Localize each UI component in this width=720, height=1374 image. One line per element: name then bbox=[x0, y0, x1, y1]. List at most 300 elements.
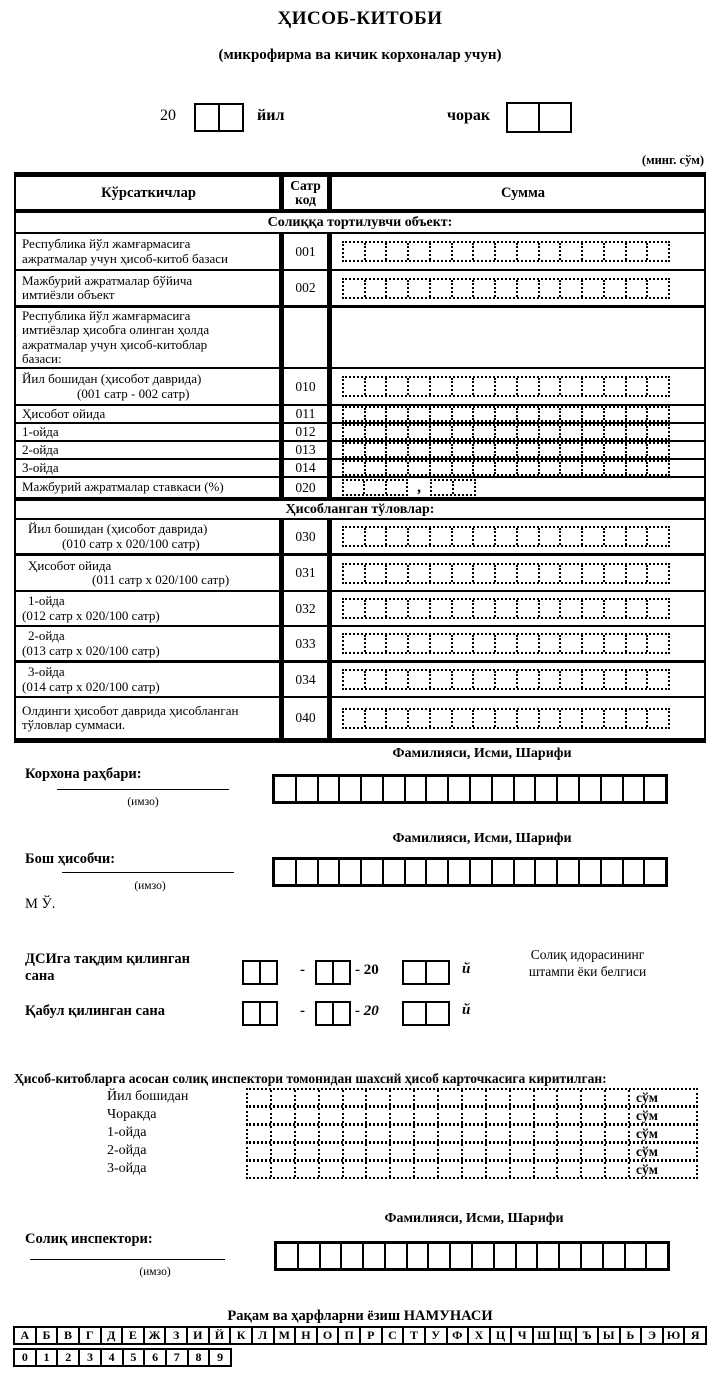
grid-cell[interactable] bbox=[582, 1126, 606, 1141]
grid-cell[interactable] bbox=[391, 1126, 415, 1141]
grid-cell[interactable] bbox=[463, 1126, 487, 1141]
grid-cell[interactable] bbox=[518, 600, 540, 617]
grid-cell[interactable] bbox=[582, 1144, 606, 1159]
grid-cell[interactable] bbox=[508, 104, 540, 131]
grid-cell[interactable] bbox=[415, 1144, 439, 1159]
grid-cell[interactable] bbox=[535, 1090, 559, 1105]
grid-cell[interactable] bbox=[540, 426, 562, 438]
grid-cell[interactable] bbox=[583, 426, 605, 438]
grid-cell[interactable] bbox=[518, 565, 540, 582]
grid-cell[interactable] bbox=[463, 1108, 487, 1123]
grid-cell[interactable] bbox=[648, 426, 668, 438]
grid-cell[interactable] bbox=[471, 777, 493, 801]
grid-cell[interactable] bbox=[558, 777, 580, 801]
date-month-box[interactable] bbox=[315, 960, 351, 985]
grid-cell[interactable] bbox=[605, 710, 627, 727]
director-fio-grid[interactable] bbox=[272, 774, 668, 804]
date-month-box[interactable] bbox=[315, 1001, 351, 1026]
grid-cell[interactable] bbox=[605, 444, 627, 456]
grid-cell[interactable] bbox=[344, 481, 365, 494]
percent-fraction-box[interactable] bbox=[430, 479, 476, 496]
grid-cell[interactable] bbox=[297, 777, 319, 801]
grid-cell[interactable] bbox=[511, 1090, 535, 1105]
grid-cell[interactable] bbox=[648, 671, 668, 688]
grid-cell[interactable] bbox=[453, 635, 475, 652]
grid-cell[interactable] bbox=[404, 1003, 427, 1024]
grid-cell[interactable] bbox=[261, 1003, 276, 1024]
grid-cell[interactable] bbox=[344, 1162, 368, 1177]
grid-cell[interactable] bbox=[299, 1244, 321, 1268]
grid-cell[interactable] bbox=[344, 671, 366, 688]
grid-cell[interactable] bbox=[453, 462, 475, 474]
grid-cell[interactable] bbox=[496, 635, 518, 652]
grid-cell[interactable] bbox=[391, 1162, 415, 1177]
grid-cell[interactable] bbox=[244, 1003, 261, 1024]
grid-cell[interactable] bbox=[496, 408, 518, 420]
grid-cell[interactable] bbox=[540, 280, 562, 297]
grid-cell[interactable] bbox=[496, 444, 518, 456]
sum-entry-box[interactable] bbox=[342, 424, 670, 440]
card-amount-cells[interactable] bbox=[248, 1126, 630, 1141]
grid-cell[interactable] bbox=[627, 600, 649, 617]
grid-cell[interactable] bbox=[366, 444, 388, 456]
grid-cell[interactable] bbox=[409, 710, 431, 727]
sum-entry-box[interactable] bbox=[342, 241, 670, 262]
grid-cell[interactable] bbox=[583, 600, 605, 617]
grid-cell[interactable] bbox=[453, 671, 475, 688]
grid-cell[interactable] bbox=[366, 710, 388, 727]
grid-cell[interactable] bbox=[453, 280, 475, 297]
grid-cell[interactable] bbox=[409, 600, 431, 617]
grid-cell[interactable] bbox=[344, 408, 366, 420]
grid-cell[interactable] bbox=[366, 600, 388, 617]
sum-entry-box[interactable] bbox=[342, 406, 670, 422]
grid-cell[interactable] bbox=[474, 671, 496, 688]
grid-cell[interactable] bbox=[605, 671, 627, 688]
grid-cell[interactable] bbox=[427, 1003, 448, 1024]
grid-cell[interactable] bbox=[344, 462, 366, 474]
grid-cell[interactable] bbox=[391, 1108, 415, 1123]
grid-cell[interactable] bbox=[487, 1144, 511, 1159]
grid-cell[interactable] bbox=[495, 1244, 517, 1268]
grid-cell[interactable] bbox=[320, 1108, 344, 1123]
grid-cell[interactable] bbox=[605, 462, 627, 474]
grid-cell[interactable] bbox=[296, 1144, 320, 1159]
grid-cell[interactable] bbox=[511, 1126, 535, 1141]
grid-cell[interactable] bbox=[538, 1244, 560, 1268]
grid-cell[interactable] bbox=[344, 528, 366, 545]
grid-cell[interactable] bbox=[297, 860, 319, 884]
grid-cell[interactable] bbox=[535, 1144, 559, 1159]
sum-entry-box[interactable] bbox=[342, 669, 670, 690]
grid-cell[interactable] bbox=[582, 1162, 606, 1177]
grid-cell[interactable] bbox=[626, 1244, 648, 1268]
grid-cell[interactable] bbox=[561, 426, 583, 438]
grid-cell[interactable] bbox=[648, 528, 668, 545]
grid-cell[interactable] bbox=[366, 243, 388, 260]
grid-cell[interactable] bbox=[431, 710, 453, 727]
quarter-input-box[interactable] bbox=[506, 102, 572, 133]
grid-cell[interactable] bbox=[561, 378, 583, 395]
grid-cell[interactable] bbox=[387, 635, 409, 652]
grid-cell[interactable] bbox=[540, 671, 562, 688]
grid-cell[interactable] bbox=[474, 600, 496, 617]
grid-cell[interactable] bbox=[518, 444, 540, 456]
grid-cell[interactable] bbox=[344, 444, 366, 456]
grid-cell[interactable] bbox=[366, 635, 388, 652]
grid-cell[interactable] bbox=[561, 408, 583, 420]
grid-cell[interactable] bbox=[648, 408, 668, 420]
grid-cell[interactable] bbox=[319, 860, 341, 884]
grid-cell[interactable] bbox=[453, 378, 475, 395]
grid-cell[interactable] bbox=[474, 444, 496, 456]
grid-cell[interactable] bbox=[624, 860, 646, 884]
grid-cell[interactable] bbox=[296, 1108, 320, 1123]
grid-cell[interactable] bbox=[645, 860, 665, 884]
grid-cell[interactable] bbox=[409, 243, 431, 260]
grid-cell[interactable] bbox=[342, 1244, 364, 1268]
grid-cell[interactable] bbox=[367, 1090, 391, 1105]
grid-cell[interactable] bbox=[518, 426, 540, 438]
grid-cell[interactable] bbox=[453, 600, 475, 617]
grid-cell[interactable] bbox=[474, 426, 496, 438]
grid-cell[interactable] bbox=[409, 528, 431, 545]
grid-cell[interactable] bbox=[244, 962, 261, 983]
grid-cell[interactable] bbox=[518, 378, 540, 395]
grid-cell[interactable] bbox=[535, 1108, 559, 1123]
grid-cell[interactable] bbox=[409, 462, 431, 474]
grid-cell[interactable] bbox=[606, 1162, 630, 1177]
grid-cell[interactable] bbox=[474, 462, 496, 474]
grid-cell[interactable] bbox=[409, 444, 431, 456]
grid-cell[interactable] bbox=[540, 444, 562, 456]
grid-cell[interactable] bbox=[582, 1090, 606, 1105]
grid-cell[interactable] bbox=[453, 444, 475, 456]
grid-cell[interactable] bbox=[540, 635, 562, 652]
grid-cell[interactable] bbox=[496, 565, 518, 582]
grid-cell[interactable] bbox=[560, 1244, 582, 1268]
grid-cell[interactable] bbox=[487, 1090, 511, 1105]
grid-cell[interactable] bbox=[561, 444, 583, 456]
director-signature-line[interactable] bbox=[57, 788, 229, 790]
grid-cell[interactable] bbox=[453, 243, 475, 260]
grid-cell[interactable] bbox=[431, 600, 453, 617]
grid-cell[interactable] bbox=[431, 528, 453, 545]
grid-cell[interactable] bbox=[366, 378, 388, 395]
grid-cell[interactable] bbox=[474, 635, 496, 652]
grid-cell[interactable] bbox=[518, 528, 540, 545]
grid-cell[interactable] bbox=[384, 860, 406, 884]
grid-cell[interactable] bbox=[474, 378, 496, 395]
grid-cell[interactable] bbox=[648, 243, 668, 260]
percent-integer-box[interactable] bbox=[342, 479, 408, 496]
grid-cell[interactable] bbox=[496, 243, 518, 260]
date-year-box[interactable] bbox=[402, 1001, 450, 1026]
grid-cell[interactable] bbox=[344, 565, 366, 582]
grid-cell[interactable] bbox=[605, 528, 627, 545]
grid-cell[interactable] bbox=[261, 962, 276, 983]
grid-cell[interactable] bbox=[627, 528, 649, 545]
grid-cell[interactable] bbox=[518, 671, 540, 688]
grid-cell[interactable] bbox=[387, 444, 409, 456]
grid-cell[interactable] bbox=[248, 1090, 272, 1105]
grid-cell[interactable] bbox=[558, 1144, 582, 1159]
grid-cell[interactable] bbox=[583, 444, 605, 456]
grid-cell[interactable] bbox=[648, 378, 668, 395]
grid-cell[interactable] bbox=[431, 378, 453, 395]
grid-cell[interactable] bbox=[387, 462, 409, 474]
grid-cell[interactable] bbox=[627, 635, 649, 652]
grid-cell[interactable] bbox=[431, 635, 453, 652]
grid-cell[interactable] bbox=[627, 426, 649, 438]
grid-cell[interactable] bbox=[453, 426, 475, 438]
grid-cell[interactable] bbox=[344, 710, 366, 727]
grid-cell[interactable] bbox=[453, 408, 475, 420]
grid-cell[interactable] bbox=[463, 1144, 487, 1159]
grid-cell[interactable] bbox=[583, 528, 605, 545]
grid-cell[interactable] bbox=[583, 462, 605, 474]
sum-entry-box[interactable] bbox=[342, 563, 670, 584]
grid-cell[interactable] bbox=[406, 777, 428, 801]
accountant-fio-grid[interactable] bbox=[272, 857, 668, 887]
grid-cell[interactable] bbox=[648, 600, 668, 617]
grid-cell[interactable] bbox=[558, 1162, 582, 1177]
grid-cell[interactable] bbox=[387, 600, 409, 617]
grid-cell[interactable] bbox=[431, 671, 453, 688]
grid-cell[interactable] bbox=[474, 280, 496, 297]
grid-cell[interactable] bbox=[648, 565, 668, 582]
grid-cell[interactable] bbox=[344, 378, 366, 395]
grid-cell[interactable] bbox=[561, 528, 583, 545]
grid-cell[interactable] bbox=[340, 777, 362, 801]
grid-cell[interactable] bbox=[535, 1162, 559, 1177]
sum-entry-box[interactable] bbox=[342, 278, 670, 299]
grid-cell[interactable] bbox=[648, 444, 668, 456]
grid-cell[interactable] bbox=[366, 280, 388, 297]
grid-cell[interactable] bbox=[387, 528, 409, 545]
grid-cell[interactable] bbox=[540, 565, 562, 582]
grid-cell[interactable] bbox=[415, 1108, 439, 1123]
grid-cell[interactable] bbox=[409, 280, 431, 297]
grid-cell[interactable] bbox=[517, 1244, 539, 1268]
grid-cell[interactable] bbox=[431, 462, 453, 474]
grid-cell[interactable] bbox=[453, 565, 475, 582]
grid-cell[interactable] bbox=[605, 565, 627, 582]
grid-cell[interactable] bbox=[561, 243, 583, 260]
grid-cell[interactable] bbox=[449, 777, 471, 801]
grid-cell[interactable] bbox=[496, 462, 518, 474]
grid-cell[interactable] bbox=[367, 1162, 391, 1177]
grid-cell[interactable] bbox=[583, 635, 605, 652]
grid-cell[interactable] bbox=[272, 1108, 296, 1123]
grid-cell[interactable] bbox=[474, 243, 496, 260]
grid-cell[interactable] bbox=[561, 280, 583, 297]
grid-cell[interactable] bbox=[627, 408, 649, 420]
grid-cell[interactable] bbox=[409, 635, 431, 652]
grid-cell[interactable] bbox=[606, 1144, 630, 1159]
grid-cell[interactable] bbox=[558, 1126, 582, 1141]
grid-cell[interactable] bbox=[275, 777, 297, 801]
grid-cell[interactable] bbox=[367, 1126, 391, 1141]
grid-cell[interactable] bbox=[540, 243, 562, 260]
grid-cell[interactable] bbox=[540, 104, 570, 131]
grid-cell[interactable] bbox=[540, 378, 562, 395]
grid-cell[interactable] bbox=[540, 710, 562, 727]
grid-cell[interactable] bbox=[561, 565, 583, 582]
date-day-box[interactable] bbox=[242, 960, 278, 985]
grid-cell[interactable] bbox=[409, 408, 431, 420]
grid-cell[interactable] bbox=[415, 1090, 439, 1105]
grid-cell[interactable] bbox=[561, 671, 583, 688]
grid-cell[interactable] bbox=[431, 444, 453, 456]
grid-cell[interactable] bbox=[439, 1108, 463, 1123]
grid-cell[interactable] bbox=[474, 408, 496, 420]
grid-cell[interactable] bbox=[582, 1108, 606, 1123]
grid-cell[interactable] bbox=[365, 481, 386, 494]
grid-cell[interactable] bbox=[220, 105, 242, 130]
grid-cell[interactable] bbox=[344, 280, 366, 297]
grid-cell[interactable] bbox=[427, 860, 449, 884]
grid-cell[interactable] bbox=[511, 1162, 535, 1177]
grid-cell[interactable] bbox=[248, 1144, 272, 1159]
grid-cell[interactable] bbox=[366, 462, 388, 474]
grid-cell[interactable] bbox=[387, 710, 409, 727]
grid-cell[interactable] bbox=[334, 1003, 349, 1024]
grid-cell[interactable] bbox=[296, 1090, 320, 1105]
grid-cell[interactable] bbox=[248, 1162, 272, 1177]
grid-cell[interactable] bbox=[362, 860, 384, 884]
grid-cell[interactable] bbox=[496, 426, 518, 438]
grid-cell[interactable] bbox=[580, 860, 602, 884]
grid-cell[interactable] bbox=[439, 1144, 463, 1159]
grid-cell[interactable] bbox=[605, 600, 627, 617]
grid-cell[interactable] bbox=[415, 1162, 439, 1177]
grid-cell[interactable] bbox=[248, 1126, 272, 1141]
grid-cell[interactable] bbox=[605, 635, 627, 652]
grid-cell[interactable] bbox=[277, 1244, 299, 1268]
grid-cell[interactable] bbox=[605, 243, 627, 260]
grid-cell[interactable] bbox=[583, 565, 605, 582]
grid-cell[interactable] bbox=[272, 1144, 296, 1159]
card-amount-cells[interactable] bbox=[248, 1108, 630, 1123]
grid-cell[interactable] bbox=[427, 962, 448, 983]
grid-cell[interactable] bbox=[272, 1090, 296, 1105]
grid-cell[interactable] bbox=[487, 1126, 511, 1141]
grid-cell[interactable] bbox=[518, 408, 540, 420]
grid-cell[interactable] bbox=[518, 635, 540, 652]
grid-cell[interactable] bbox=[387, 671, 409, 688]
grid-cell[interactable] bbox=[384, 777, 406, 801]
grid-cell[interactable] bbox=[463, 1162, 487, 1177]
grid-cell[interactable] bbox=[583, 243, 605, 260]
grid-cell[interactable] bbox=[387, 426, 409, 438]
grid-cell[interactable] bbox=[496, 671, 518, 688]
grid-cell[interactable] bbox=[515, 860, 537, 884]
grid-cell[interactable] bbox=[431, 408, 453, 420]
grid-cell[interactable] bbox=[406, 860, 428, 884]
grid-cell[interactable] bbox=[317, 1003, 334, 1024]
grid-cell[interactable] bbox=[518, 710, 540, 727]
grid-cell[interactable] bbox=[404, 962, 427, 983]
sum-entry-box[interactable] bbox=[342, 598, 670, 619]
grid-cell[interactable] bbox=[518, 462, 540, 474]
accountant-signature-line[interactable] bbox=[62, 871, 234, 873]
grid-cell[interactable] bbox=[536, 777, 558, 801]
grid-cell[interactable] bbox=[296, 1162, 320, 1177]
grid-cell[interactable] bbox=[561, 710, 583, 727]
grid-cell[interactable] bbox=[272, 1126, 296, 1141]
grid-cell[interactable] bbox=[391, 1144, 415, 1159]
grid-cell[interactable] bbox=[366, 408, 388, 420]
grid-cell[interactable] bbox=[496, 710, 518, 727]
grid-cell[interactable] bbox=[487, 1162, 511, 1177]
grid-cell[interactable] bbox=[432, 481, 454, 494]
grid-cell[interactable] bbox=[558, 1108, 582, 1123]
grid-cell[interactable] bbox=[627, 565, 649, 582]
grid-cell[interactable] bbox=[387, 565, 409, 582]
grid-cell[interactable] bbox=[583, 378, 605, 395]
grid-cell[interactable] bbox=[386, 1244, 408, 1268]
grid-cell[interactable] bbox=[408, 1244, 430, 1268]
grid-cell[interactable] bbox=[320, 1090, 344, 1105]
grid-cell[interactable] bbox=[344, 426, 366, 438]
grid-cell[interactable] bbox=[627, 671, 649, 688]
grid-cell[interactable] bbox=[344, 1108, 368, 1123]
sum-entry-box[interactable] bbox=[342, 376, 670, 397]
grid-cell[interactable] bbox=[627, 243, 649, 260]
grid-cell[interactable] bbox=[605, 408, 627, 420]
grid-cell[interactable] bbox=[648, 635, 668, 652]
grid-cell[interactable] bbox=[602, 777, 624, 801]
grid-cell[interactable] bbox=[366, 426, 388, 438]
grid-cell[interactable] bbox=[431, 426, 453, 438]
grid-cell[interactable] bbox=[366, 671, 388, 688]
grid-cell[interactable] bbox=[583, 671, 605, 688]
grid-cell[interactable] bbox=[540, 600, 562, 617]
grid-cell[interactable] bbox=[427, 777, 449, 801]
grid-cell[interactable] bbox=[558, 860, 580, 884]
date-day-box[interactable] bbox=[242, 1001, 278, 1026]
grid-cell[interactable] bbox=[409, 378, 431, 395]
grid-cell[interactable] bbox=[558, 1090, 582, 1105]
grid-cell[interactable] bbox=[196, 105, 220, 130]
grid-cell[interactable] bbox=[606, 1108, 630, 1123]
grid-cell[interactable] bbox=[605, 426, 627, 438]
grid-cell[interactable] bbox=[453, 528, 475, 545]
inspector-fio-grid[interactable] bbox=[274, 1241, 670, 1271]
grid-cell[interactable] bbox=[391, 1090, 415, 1105]
grid-cell[interactable] bbox=[367, 1144, 391, 1159]
grid-cell[interactable] bbox=[463, 1090, 487, 1105]
grid-cell[interactable] bbox=[604, 1244, 626, 1268]
grid-cell[interactable] bbox=[344, 600, 366, 617]
grid-cell[interactable] bbox=[439, 1126, 463, 1141]
grid-cell[interactable] bbox=[561, 462, 583, 474]
grid-cell[interactable] bbox=[439, 1090, 463, 1105]
grid-cell[interactable] bbox=[582, 1244, 604, 1268]
grid-cell[interactable] bbox=[321, 1244, 343, 1268]
year-input-box[interactable] bbox=[194, 103, 244, 132]
grid-cell[interactable] bbox=[540, 408, 562, 420]
grid-cell[interactable] bbox=[439, 1162, 463, 1177]
grid-cell[interactable] bbox=[583, 710, 605, 727]
grid-cell[interactable] bbox=[317, 962, 334, 983]
grid-cell[interactable] bbox=[366, 528, 388, 545]
grid-cell[interactable] bbox=[275, 860, 297, 884]
grid-cell[interactable] bbox=[605, 280, 627, 297]
grid-cell[interactable] bbox=[409, 426, 431, 438]
grid-cell[interactable] bbox=[493, 860, 515, 884]
